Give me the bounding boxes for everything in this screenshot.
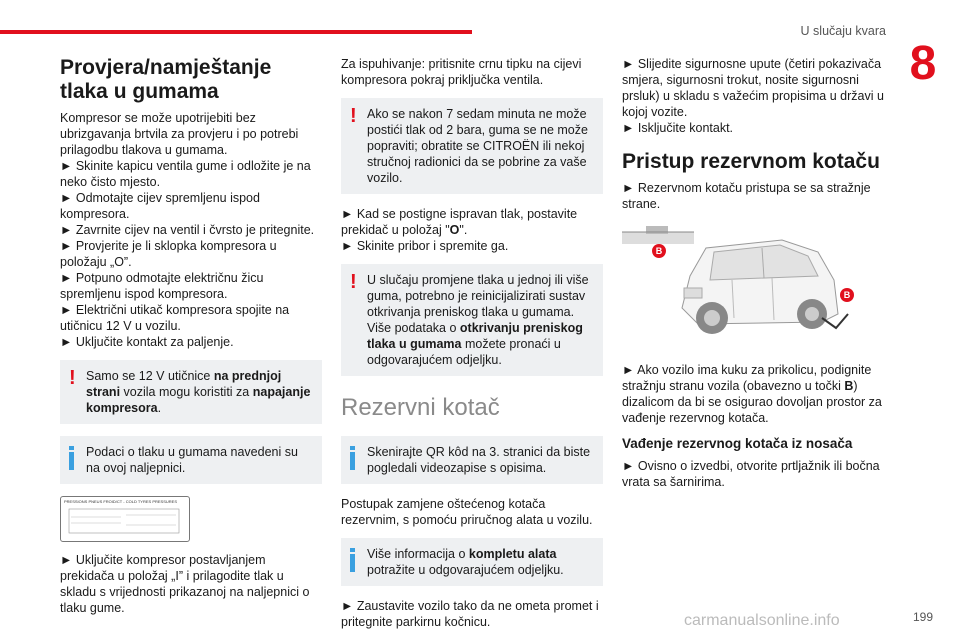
info-icon — [350, 548, 355, 572]
point-b-badge: B — [840, 288, 854, 302]
point-b-badge-inset: B — [652, 244, 666, 258]
step-1: ► Skinite kapicu ventila gume i odložite je na neko čisto mjesto. — [60, 159, 311, 189]
warning-box-pressure: ! Ako se nakon 7 sedam minuta ne može postići tlak od 2 bara, guma se ne može popraviti; obratite se CITROËN ili nekoj stručnoj radionici da se pobrine za vaše vozilo. — [341, 98, 603, 194]
intro-text: Kompresor se može upotrijebiti bez ubrizgavanja brtvila za provjeru i po potrebi prilagodbu tlakova u gumama. — [60, 111, 299, 157]
step-ignition-off: ► Isključite kontakt. — [622, 121, 734, 135]
step-3: ► Zavrnite cijev na ventil i čvrsto je pritegnite. — [60, 223, 315, 237]
warning-icon: ! — [350, 105, 357, 127]
step-switch-off: ► Kad se postigne ispravan tlak, postavite prekidač u položaj "O". — [341, 207, 578, 237]
step-remove-kit: ► Skinite pribor i spremite ga. — [341, 239, 509, 253]
info-icon — [69, 446, 74, 470]
info-box: Podaci o tlaku u gumama navedeni su na ovoj naljepnici. — [60, 436, 322, 484]
info-icon — [350, 446, 355, 470]
info-box-toolkit: Više informacija o kompletu alata potražite u odgovarajućem odjeljku. — [341, 538, 603, 586]
warning-icon: ! — [69, 367, 76, 389]
step-stop-vehicle: ► Zaustavite vozilo tako da ne ometa promet i pritegnite parkirnu kočnicu. — [341, 599, 599, 629]
step-open-boot: ► Ovisno o izvedbi, otvorite prtljažnik ili bočna vrata sa šarnirima. — [622, 459, 880, 489]
column-2 — [341, 56, 603, 630]
procedure-text: Postupak zamjene oštećenog kotača rezervnim, s pomoću priručnog alata u vozilu. — [341, 497, 593, 527]
heading-spare-wheel: Rezervni kotač — [341, 394, 500, 421]
heading-tire-pressure: Provjera/namještanje tlaka u gumama — [60, 56, 272, 103]
step-7: ► Uključite kontakt za paljenje. — [60, 335, 234, 349]
column-1 — [60, 56, 322, 616]
tire-pressure-label-image — [60, 496, 190, 542]
chapter-number: 8 — [909, 37, 937, 90]
subheading-remove-spare: Vađenje rezervnog kotača iz nosača — [622, 436, 853, 451]
step-4: ► Provjerite je li sklopka kompresora u položaju „O”. — [60, 239, 277, 269]
label-caption: PRESSIONS PNEUS FROID/CT - COLD TYRES PRESSURES — [64, 499, 177, 504]
car-illustration — [622, 218, 852, 348]
info-box-qr: Skenirajte QR kôd na 3. stranici da biste pogledali videozapise s opisima. — [341, 436, 603, 484]
heading-spare-access: Pristup rezervnom kotaču — [622, 150, 880, 173]
step-lift-vehicle: ► Ako vozilo ima kuku za prikolicu, podignite stražnju stranu vozila (obavezno u točki B) dizalicom da bi se osigurao dovoljan prostor za vađenje rezervnog kotača. — [622, 363, 882, 425]
step-6: ► Električni utikač kompresora spojite na utičnicu 12 V u vozilu. — [60, 303, 290, 333]
watermark: carmanualsonline.info — [684, 612, 840, 629]
step-5: ► Potpuno odmotajte električnu žicu spremljenu ispod kompresora. — [60, 271, 264, 301]
section-title: U slučaju kvara — [800, 24, 886, 38]
step-compressor-on: ► Uključite kompresor postavljanjem prekidača u položaj „I” i prilagodite tlak u skladu s vrijednosti prikazanoj na naljepnici o tlaku gume. — [60, 553, 310, 615]
header-accent-bar — [0, 30, 472, 34]
step-safety: ► Slijedite sigurnosne upute (četiri pokazivača smjera, sigurnosni trokut, nosite sigurnosni prsluk) u skladu s važećim propisima u državi u kojoj vozite. — [622, 57, 884, 119]
deflate-text: Za ispuhivanje: pritisnite crnu tipku na cijevi kompresora pokraj priključka ventila. — [341, 57, 582, 87]
access-text: ► Rezervnom kotaču pristupa se sa stražnje strane. — [622, 181, 871, 211]
warning-box: ! Samo se 12 V utičnice na prednjoj strani vozila mogu koristiti za napajanje kompresora. — [60, 360, 322, 424]
step-2: ► Odmotajte cijev spremljenu ispod kompresora. — [60, 191, 260, 221]
column-3 — [622, 56, 884, 490]
warning-icon: ! — [350, 271, 357, 293]
warning-box-reinit: ! U slučaju promjene tlaka u jednoj ili više guma, potrebno je reinicijalizirati sustav otkrivanja preniskog tlaka u gumama. Više podataka o otkrivanju preniskog tlaka u gumama možete pronaći u odgovarajućem odjeljku. — [341, 264, 603, 376]
page-number: 199 — [912, 610, 933, 624]
